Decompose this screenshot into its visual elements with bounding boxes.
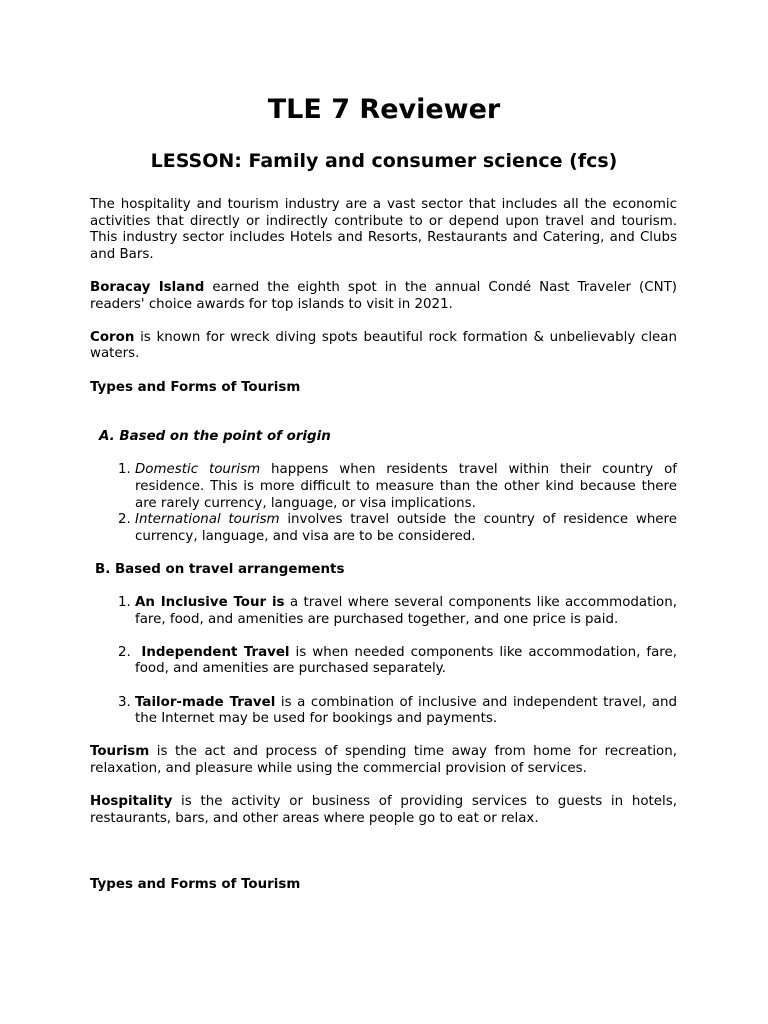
list-item xyxy=(135,645,677,678)
list-item-text: a travel where several components like accommodation, fare, food, and amenities are purchased together, and one price is paid. xyxy=(135,595,677,627)
list-item-term: Domestic tourism xyxy=(135,462,261,478)
list-item-term: Tailor-made Travel xyxy=(135,694,276,710)
section-a-list xyxy=(90,462,677,545)
section-b-list xyxy=(90,595,677,728)
list-item xyxy=(135,595,677,628)
tourism-term: Tourism xyxy=(90,744,150,760)
section-a-heading: A. Based on the point of origin xyxy=(99,429,331,445)
tourism-text: is the act and process of spending time away from home for recreation, relaxation, and pleasure while using the commercial provision of services. xyxy=(90,744,677,776)
list-item-term: An Inclusive Tour is xyxy=(135,595,285,611)
hospitality-text: is the activity or business of providing services to guests in hotels, restaurants, bars, and other areas where people go to eat or relax. xyxy=(90,794,677,826)
list-item-text: happens when residents travel within their country of residence. This is more difficult to measure than the other kind because there are rarely currency, language, or visa implications. xyxy=(135,462,677,511)
coron-paragraph xyxy=(90,330,677,363)
tourism-paragraph xyxy=(90,744,677,777)
list-item-text: involves travel outside the country of residence where currency, language, and visa are to be considered. xyxy=(135,512,677,544)
boracay-term: Boracay Island xyxy=(90,279,205,295)
list-item-term: Independent Travel xyxy=(135,644,290,660)
intro-paragraph: The hospitality and tourism industry are a vast sector that includes all the economic activities that directly or indirectly contribute to or depend upon travel and tourism. This industry sector includes Hotels and Resorts, Restaurants and Catering, and Clubs and Bars. xyxy=(90,197,677,262)
document-body xyxy=(90,197,677,894)
list-item-text: is a combination of inclusive and independent travel, and the Internet may be used for bookings and payments. xyxy=(135,694,677,727)
coron-text: is known for wreck diving spots beautiful rock formation & unbelievably clean waters. xyxy=(90,329,677,362)
hospitality-term: Hospitality xyxy=(90,794,173,810)
types-heading-repeat: Types and Forms of Tourism xyxy=(90,877,301,893)
list-item xyxy=(135,462,677,512)
boracay-text: earned the eighth spot in the annual Condé Nast Traveler (CNT) readers' choice awards for top islands to visit in 2021. xyxy=(90,279,677,312)
lesson-subtitle: LESSON: Family and consumer science (fcs) xyxy=(150,150,618,172)
boracay-paragraph xyxy=(90,280,677,313)
coron-term: Coron xyxy=(90,329,135,345)
list-item-term: International tourism xyxy=(135,512,280,528)
types-heading: Types and Forms of Tourism xyxy=(90,379,301,395)
section-b-heading: B. Based on travel arrangements xyxy=(95,561,345,577)
hospitality-paragraph xyxy=(90,794,677,827)
list-item xyxy=(135,695,677,728)
list-item xyxy=(135,512,677,545)
document-title: TLE 7 Reviewer xyxy=(267,94,501,125)
list-item-text: is when needed components like accommodation, fare, food, and amenities are purchased separately. xyxy=(135,644,678,677)
